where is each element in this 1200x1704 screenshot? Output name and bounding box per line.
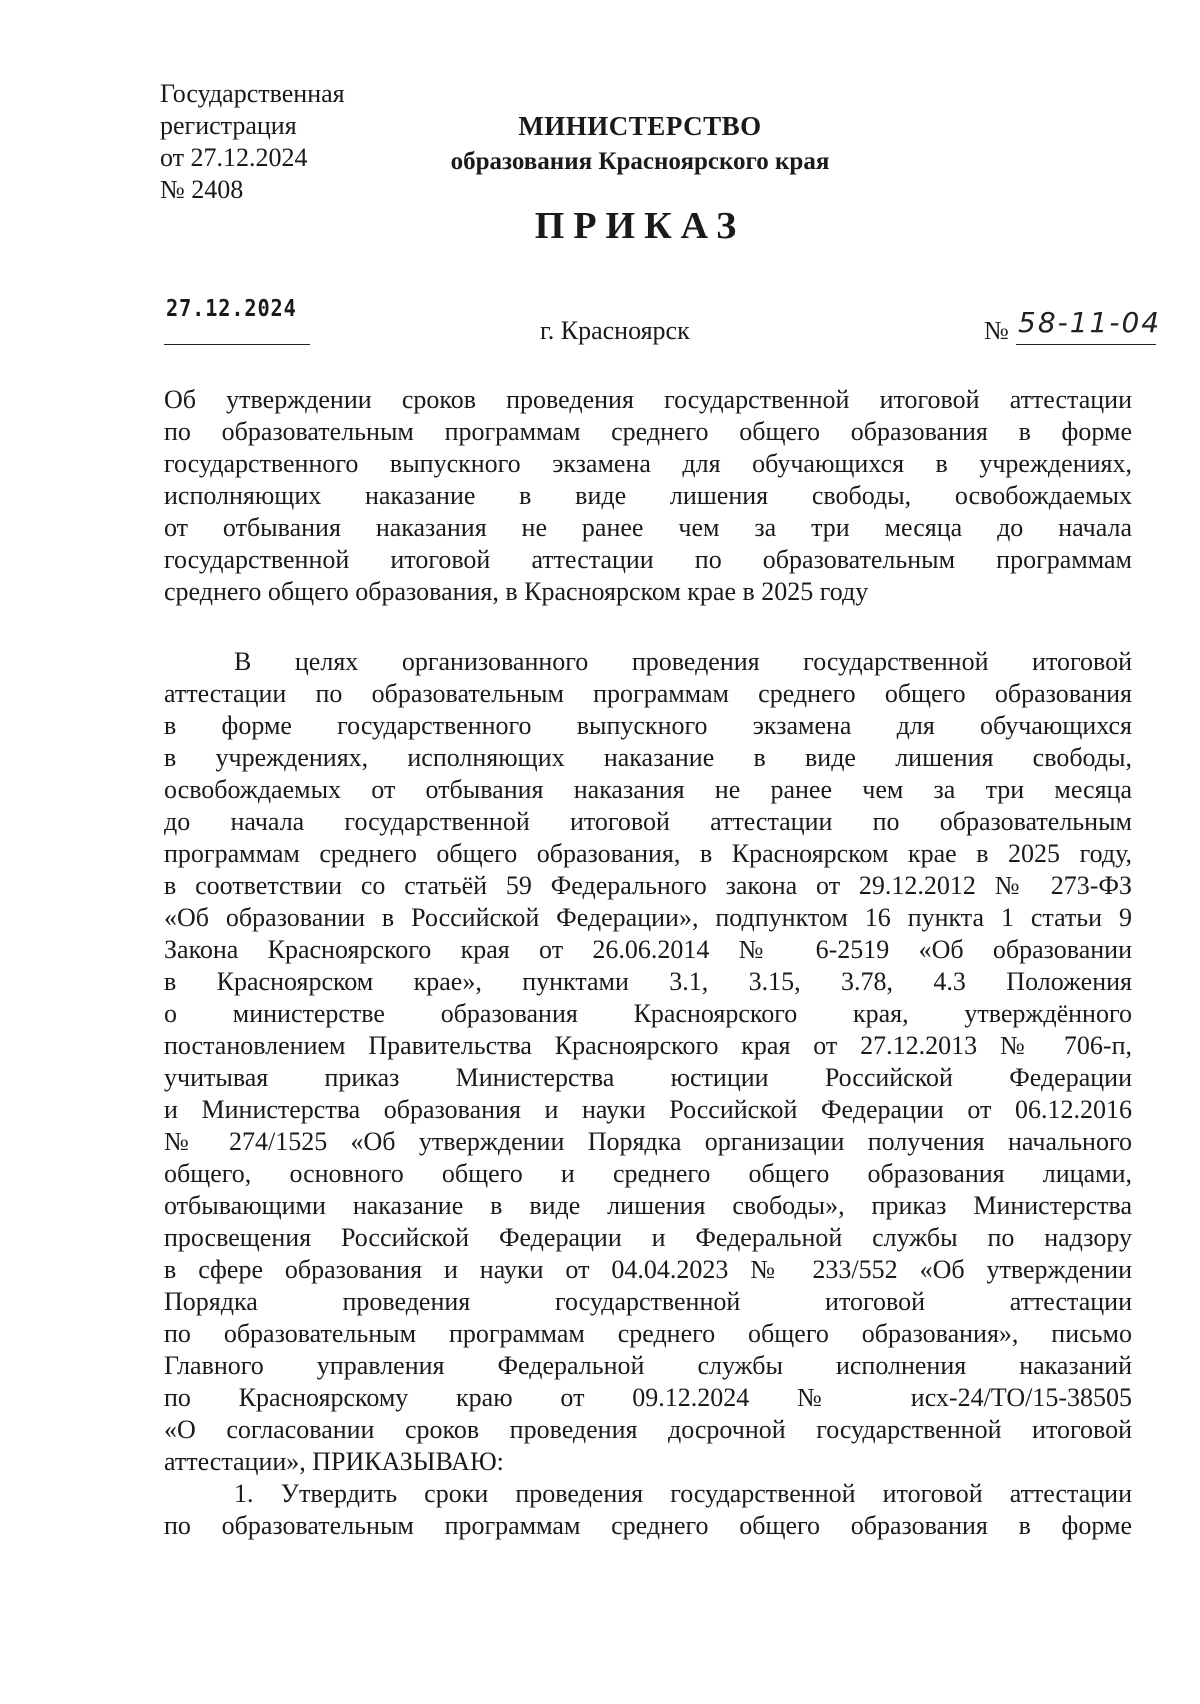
registration-line: регистрация [160,111,297,140]
body-line: общего, основного общего и среднего общего образования лицами, [164,1159,1132,1188]
body-line: № 274/1525 «Об утверждении Порядка организации получения начального [164,1127,1132,1156]
body-line: программам среднего общего образования, в Красноярском крае в 2025 году, [164,839,1132,868]
body-line: и Министерства образования и науки Российской Федерации от 06.12.2016 [164,1095,1132,1124]
body-line: освобождаемых от отбывания наказания не ранее чем за три месяца [164,775,1132,804]
body-line: В целях организованного проведения государственной итоговой [234,647,1132,676]
order-subject [164,384,1132,608]
order-number-label: № [984,316,1009,345]
order-body [164,646,1132,1542]
body-line: Порядка проведения государственной итоговой аттестации [164,1287,1132,1316]
body-line: Главного управления Федеральной службы исполнения наказаний [164,1351,1132,1380]
subject-line: Об утверждении сроков проведения государственной итоговой аттестации [164,385,1132,414]
registration-block [160,78,345,206]
ministry-title: МИНИСТЕРСТВО [518,111,762,141]
body-line: в форме государственного выпускного экзамена для обучающихся [164,711,1132,740]
subject-line: по образовательным программам среднего общего образования в форме [164,417,1132,446]
subject-line: государственного выпускного экзамена для обучающихся в учреждениях, [164,449,1132,478]
body-line: «О согласовании сроков проведения досрочной государственной итоговой [164,1415,1132,1444]
body-line: 1. Утвердить сроки проведения государственной итоговой аттестации [234,1479,1132,1508]
number-underline [1016,344,1156,345]
body-line: по образовательным программам среднего общего образования», письмо [164,1319,1132,1348]
city-name: г. Красноярск [540,316,690,345]
ministry-header [380,108,900,180]
body-line: отбывающими наказание в виде лишения свободы», приказ Министерства [164,1191,1132,1220]
body-line: «Об образовании в Российской Федерации», подпунктом 16 пункта 1 статьи 9 [164,903,1132,932]
subject-line: среднего общего образования, в Красноярском крае в 2025 году [164,577,869,606]
order-date: 27.12.2024 [166,296,297,322]
body-line: о министерстве образования Красноярского края, утверждённого [164,999,1132,1028]
body-line: в Красноярском крае», пунктами 3.1, 3.15, 3.78, 4.3 Положения [164,967,1132,996]
subject-line: от отбывания наказания не ранее чем за три месяца до начала [164,513,1132,542]
body-line: по Красноярскому краю от 09.12.2024 № исх-24/ТО/15-38505 [164,1383,1132,1412]
subject-line: исполняющих наказание в виде лишения свободы, освобождаемых [164,481,1132,510]
subject-line: государственной итоговой аттестации по образовательным программам [164,545,1132,574]
body-line: по образовательным программам среднего общего образования в форме [164,1511,1132,1540]
body-line: Закона Красноярского края от 26.06.2014 № 6-2519 «Об образовании [164,935,1132,964]
body-line: в учреждениях, исполняющих наказание в виде лишения свободы, [164,743,1132,772]
body-line: в сфере образования и науки от 04.04.2023 № 233/552 «Об утверждении [164,1255,1132,1284]
date-underline [164,344,310,345]
body-line: в соответствии со статьёй 59 Федерального закона от 29.12.2012 № 273-ФЗ [164,871,1132,900]
body-line: до начала государственной итоговой аттестации по образовательным [164,807,1132,836]
body-line: постановлением Правительства Красноярского края от 27.12.2013 № 706-п, [164,1031,1132,1060]
registration-line: Государственная [160,79,345,108]
order-number: 58-11-04 [1018,306,1162,339]
registration-date: от 27.12.2024 [160,143,308,172]
document-type-title: ПРИКАЗ [534,205,746,247]
registration-number: № 2408 [160,175,244,204]
body-line: просвещения Российской Федерации и Федеральной службы по надзору [164,1223,1132,1252]
body-line: аттестации по образовательным программам среднего общего образования [164,679,1132,708]
ministry-subtitle: образования Красноярского края [450,148,830,175]
body-line: аттестации», ПРИКАЗЫВАЮ: [164,1447,504,1476]
body-line: учитывая приказ Министерства юстиции Российской Федерации [164,1063,1132,1092]
